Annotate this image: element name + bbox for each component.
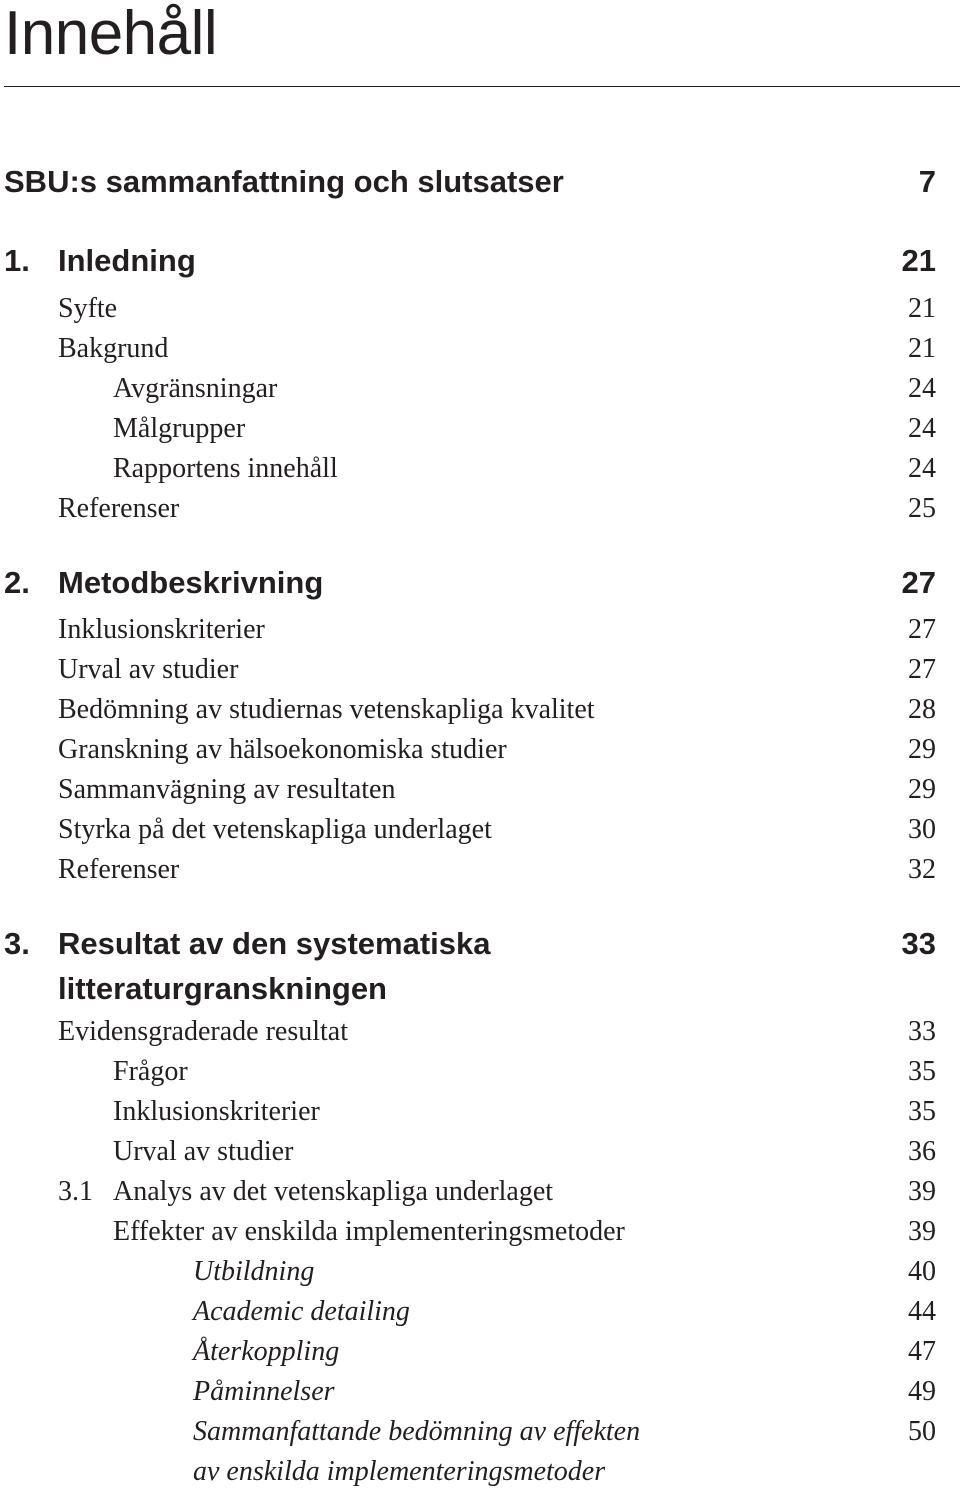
- toc-page-number: 33: [908, 1016, 936, 1047]
- toc-entry-label: Referenser: [58, 854, 180, 885]
- toc-entry-number: 3.1: [58, 1176, 93, 1207]
- toc-page-number: 24: [908, 373, 936, 404]
- toc-section-number: 2.: [4, 565, 30, 600]
- toc-entry-label: Utbildning: [193, 1256, 315, 1287]
- toc-section-label: Inledning: [58, 243, 196, 278]
- toc-page-number: 36: [908, 1136, 936, 1167]
- toc-page-number: 21: [908, 293, 936, 324]
- toc-page-number: 44: [908, 1296, 936, 1327]
- toc-page-number: 27: [908, 654, 936, 685]
- toc-entry-label: Styrka på det vetenskapliga underlaget: [58, 814, 492, 845]
- toc-page-number: 21: [901, 243, 936, 278]
- toc-entry-label: Effekter av enskilda implementeringsmetoder: [113, 1216, 625, 1247]
- toc-section-number: 1.: [4, 243, 30, 278]
- toc-page-number: 29: [908, 734, 936, 765]
- toc-page-number: 40: [908, 1256, 936, 1287]
- toc-entry-label: Avgränsningar: [113, 373, 278, 404]
- toc-entry-label: Rapportens innehåll: [113, 453, 338, 484]
- toc-entry-label: Syfte: [58, 293, 118, 324]
- toc-entry-label: Inklusionskriterier: [58, 614, 265, 645]
- page-title: Innehåll: [4, 0, 218, 68]
- toc-page-number: 30: [908, 814, 936, 845]
- toc-entry-label: av enskilda implementeringsmetoder: [193, 1456, 606, 1487]
- toc-page-number: 24: [908, 413, 936, 444]
- toc-page-number: 33: [901, 926, 936, 961]
- toc-entry-label: Evidensgraderade resultat: [58, 1016, 348, 1047]
- toc-entry-label: Frågor: [113, 1056, 188, 1087]
- toc-page-number: 25: [908, 493, 936, 524]
- toc-entry-label: Målgrupper: [113, 413, 246, 444]
- toc-page-number: 32: [908, 854, 936, 885]
- toc-page-number: 21: [908, 333, 936, 364]
- toc-section-label: litteraturgranskningen: [58, 971, 387, 1006]
- toc-entry-label: Sammanvägning av resultaten: [58, 774, 396, 805]
- toc-page-number: 49: [908, 1376, 936, 1407]
- toc-entry-label: Analys av det vetenskapliga underlaget: [113, 1176, 554, 1207]
- title-divider: [4, 86, 960, 87]
- toc-entry-label: Granskning av hälsoekonomiska studier: [58, 734, 507, 765]
- toc-section-number: 3.: [4, 926, 30, 961]
- toc-section-label: SBU:s sammanfattning och slutsatser: [4, 164, 564, 199]
- toc-entry-label: Återkoppling: [193, 1336, 340, 1367]
- toc-entry-label: Referenser: [58, 493, 180, 524]
- toc-page-number: 47: [908, 1336, 936, 1367]
- toc-page-number: 39: [908, 1176, 936, 1207]
- toc-entry-label: Sammanfattande bedömning av effekten: [193, 1416, 641, 1447]
- toc-page-number: 28: [908, 694, 936, 725]
- toc-page-number: 27: [901, 565, 936, 600]
- toc-page-number: 35: [908, 1056, 936, 1087]
- toc-entry-label: Bakgrund: [58, 333, 169, 364]
- toc-entry-label: Inklusionskriterier: [113, 1096, 320, 1127]
- toc-entry-label: Urval av studier: [58, 654, 239, 685]
- toc-entry-label: Bedömning av studiernas vetenskapliga kvalitet: [58, 694, 595, 725]
- toc-page-number: 50: [908, 1416, 936, 1447]
- toc-page-number: 7: [918, 164, 936, 199]
- toc-page-number: 24: [908, 453, 936, 484]
- toc-section-label: Resultat av den systematiska: [58, 926, 491, 961]
- toc-entry-label: Academic detailing: [193, 1296, 410, 1327]
- toc-entry-label: Urval av studier: [113, 1136, 294, 1167]
- toc-page-number: 35: [908, 1096, 936, 1127]
- toc-section-label: Metodbeskrivning: [58, 565, 324, 600]
- toc-page-number: 29: [908, 774, 936, 805]
- toc-entry-label: Påminnelser: [193, 1376, 335, 1407]
- toc-page-number: 27: [908, 614, 936, 645]
- toc-page-number: 39: [908, 1216, 936, 1247]
